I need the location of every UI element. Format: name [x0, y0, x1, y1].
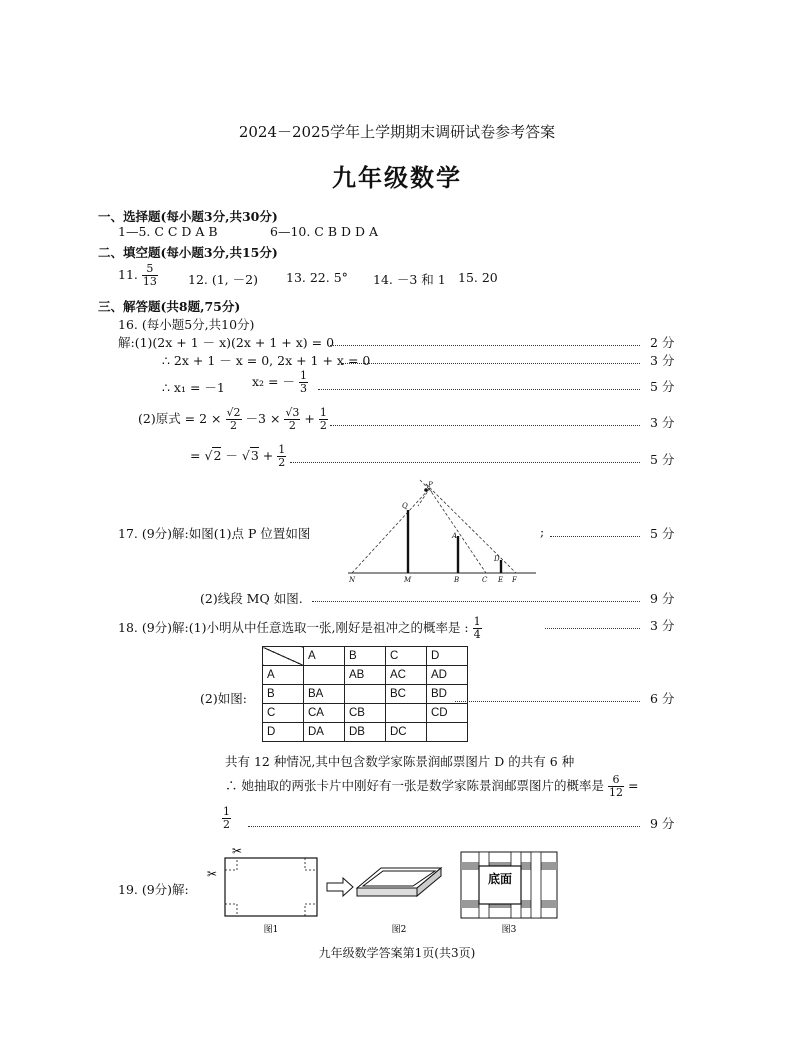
text: (2)原式 = 2 ×: [138, 411, 222, 426]
choice-answers-6-10: 6—10. C B D D A: [270, 224, 379, 239]
radicand: 3: [250, 448, 259, 463]
table-cell: CB: [345, 704, 386, 723]
text: +: [304, 411, 315, 426]
fraction: [608, 774, 624, 799]
numerator: √3: [285, 406, 300, 419]
fraction: [142, 263, 158, 288]
table-cell: BA: [304, 685, 345, 704]
q18-line5: [222, 806, 231, 831]
dotted-leader: [330, 425, 640, 426]
label-p: P: [428, 481, 433, 489]
fraction: [226, 407, 242, 432]
denominator: 2: [288, 419, 296, 432]
subject-title: 九年级数学: [332, 163, 462, 192]
scissors-icon: ✂: [232, 844, 243, 858]
fill-q15: 15. 20: [458, 270, 498, 285]
net-panel: [531, 852, 541, 918]
q16-x2-label: x₂ = －: [252, 374, 295, 389]
numerator: 1: [319, 406, 327, 419]
denominator: 2: [319, 419, 327, 432]
light-ray: [352, 488, 430, 573]
table-cell: CD: [427, 704, 468, 723]
outcome-table: [262, 646, 468, 742]
q17-semicolon: ;: [540, 524, 545, 539]
text: －: [225, 448, 238, 463]
table-cell: D: [263, 723, 304, 742]
arrow-icon: [327, 878, 353, 896]
table-cell: B: [345, 647, 386, 666]
table-corner-cell: [263, 647, 304, 666]
q16-heading: 16. (每小题5分,共10分): [118, 317, 255, 332]
fraction: [299, 370, 308, 395]
text: +: [262, 448, 274, 463]
q17-figure: [340, 476, 540, 586]
label-q: Q: [402, 502, 408, 510]
fraction: [284, 407, 300, 432]
table-cell: BD: [427, 685, 468, 704]
tray-front: [357, 888, 417, 896]
table-cell: [345, 685, 386, 704]
table-row: [263, 685, 468, 704]
fill-q13: 13. 22. 5°: [286, 270, 348, 285]
light-ray: [426, 484, 516, 573]
denominator: 4: [473, 628, 481, 641]
table-cell: A: [263, 666, 304, 685]
q16-line3b: [252, 370, 308, 395]
denominator: 3: [299, 382, 307, 395]
q16-line2: ∴ 2x + 1 － x = 0, 2x + 1 + x = 0: [162, 353, 371, 368]
page-footer: 九年级数学答案第1页(共3页): [318, 946, 476, 960]
section2-heading: 二、填空题(每小题3分,共15分): [98, 245, 278, 260]
denominator: 12: [608, 786, 623, 799]
text: =: [627, 778, 639, 793]
fig1-caption: 图1: [263, 925, 279, 935]
score: 2 分: [650, 335, 675, 350]
fraction: [222, 806, 231, 831]
numerator: √2: [226, 406, 241, 419]
label-d: D: [494, 555, 500, 563]
table-cell: DC: [386, 723, 427, 742]
denominator: 2: [223, 818, 230, 831]
table-cell: [386, 704, 427, 723]
q16-line4: [138, 407, 328, 432]
dotted-leader: [330, 345, 640, 346]
section3-heading: 三、解答题(共8题,75分): [98, 299, 241, 314]
numerator: 1: [223, 805, 230, 818]
dotted-leader: [312, 601, 640, 602]
cut-corner: [225, 858, 237, 870]
dotted-leader: [248, 826, 640, 827]
label-c: C: [482, 576, 488, 584]
fraction: [319, 407, 328, 432]
exam-title: 2024－2025学年上学期期末调研试卷参考答案: [238, 123, 556, 141]
q17-line1: 17. (9分)解:如图(1)点 P 位置如图: [118, 526, 311, 541]
scissors-icon: ✂: [207, 867, 218, 881]
table-cell: CA: [304, 704, 345, 723]
fill-q14: 14. －3 和 1: [373, 272, 446, 287]
table-cell: C: [263, 704, 304, 723]
dotted-leader: [342, 363, 640, 364]
cut-corner: [305, 904, 317, 916]
table-cell: A: [304, 647, 345, 666]
text: －3 ×: [245, 411, 281, 426]
table-cell: AD: [427, 666, 468, 685]
fig3-caption: 图3: [501, 925, 517, 935]
base-label: 底面: [487, 872, 513, 886]
dotted-leader: [545, 628, 640, 629]
fill-q12: 12. (1, －2): [188, 272, 258, 287]
label-a: A: [452, 532, 458, 540]
fraction: [277, 444, 286, 469]
score: 3 分: [650, 415, 675, 430]
table-cell: BC: [386, 685, 427, 704]
score: 3 分: [650, 353, 675, 368]
light-ray: [418, 488, 430, 506]
fraction: [473, 616, 482, 641]
table-cell: [304, 666, 345, 685]
score: 9 分: [650, 591, 675, 606]
label-n: N: [349, 576, 356, 584]
q16-line3a: ∴ x₁ = －1: [162, 380, 225, 395]
denominator: 13: [142, 275, 157, 288]
numerator: 1: [473, 615, 481, 628]
score: 9 分: [650, 816, 675, 831]
label-m: M: [404, 576, 412, 584]
section1-heading: 一、选择题(每小题3分,共30分): [98, 209, 278, 224]
numerator: 5: [142, 263, 158, 276]
fig2-caption: 图2: [391, 925, 407, 935]
numerator: 6: [608, 774, 624, 787]
score: 5 分: [650, 379, 675, 394]
label-b: B: [454, 576, 460, 584]
q17-line2: (2)线段 MQ 如图.: [200, 591, 303, 606]
radicand: 2: [213, 448, 222, 463]
q19-line1: 19. (9分)解:: [118, 882, 189, 897]
label-f: F: [512, 576, 517, 584]
score: 6 分: [650, 691, 675, 706]
score: 5 分: [650, 526, 675, 541]
dotted-leader: [550, 536, 640, 537]
table-cell: D: [427, 647, 468, 666]
table-row: [263, 723, 468, 742]
q19-figures: [205, 840, 565, 936]
numerator: 1: [299, 369, 307, 382]
table-cell: AB: [345, 666, 386, 685]
text: 18. (9分)解:(1)小明从中任意选取一张,刚好是祖冲之的概率是 :: [118, 620, 469, 635]
text: =: [190, 448, 201, 463]
table-cell: B: [263, 685, 304, 704]
label-e: E: [498, 576, 504, 584]
table-row: [263, 704, 468, 723]
choice-answers-1-5: 1—5. C C D A B: [118, 224, 218, 239]
score: 5 分: [650, 452, 675, 467]
table-row: [263, 647, 468, 666]
q18-line2: (2)如图:: [200, 691, 247, 706]
table-cell: DA: [304, 723, 345, 742]
table-cell: AC: [386, 666, 427, 685]
fill-q11: [118, 263, 158, 288]
q16-line5: = √2 － √3 + $\frac{1}{2}$: [190, 443, 286, 469]
text: ∴ 她抽取的两张卡片中刚好有一张是数学家陈景润邮票图片的概率是: [225, 778, 604, 793]
table-cell: C: [386, 647, 427, 666]
light-ray: [426, 484, 486, 573]
dotted-leader: [318, 389, 640, 390]
cut-corner: [225, 904, 237, 916]
score: 3 分: [650, 618, 675, 633]
table-cell: DB: [345, 723, 386, 742]
table-row: [263, 666, 468, 685]
dotted-leader: [455, 701, 640, 702]
numerator: 1: [278, 443, 286, 456]
denominator: 2: [230, 419, 238, 432]
denominator: 2: [278, 456, 286, 469]
dotted-leader: [290, 462, 640, 463]
q16-line1: 解:(1)(2x + 1 － x)(2x + 1 + x) = 0: [118, 335, 335, 350]
q18-line4: [225, 774, 638, 799]
cut-corner: [305, 858, 317, 870]
table-cell: [427, 723, 468, 742]
q18-line3: 共有 12 种情况,其中包含数学家陈景润邮票图片 D 的共有 6 种: [225, 754, 575, 769]
paper-rect: [225, 858, 317, 916]
q18-line1: [118, 616, 482, 641]
fill-q11-label: 11.: [118, 267, 138, 282]
